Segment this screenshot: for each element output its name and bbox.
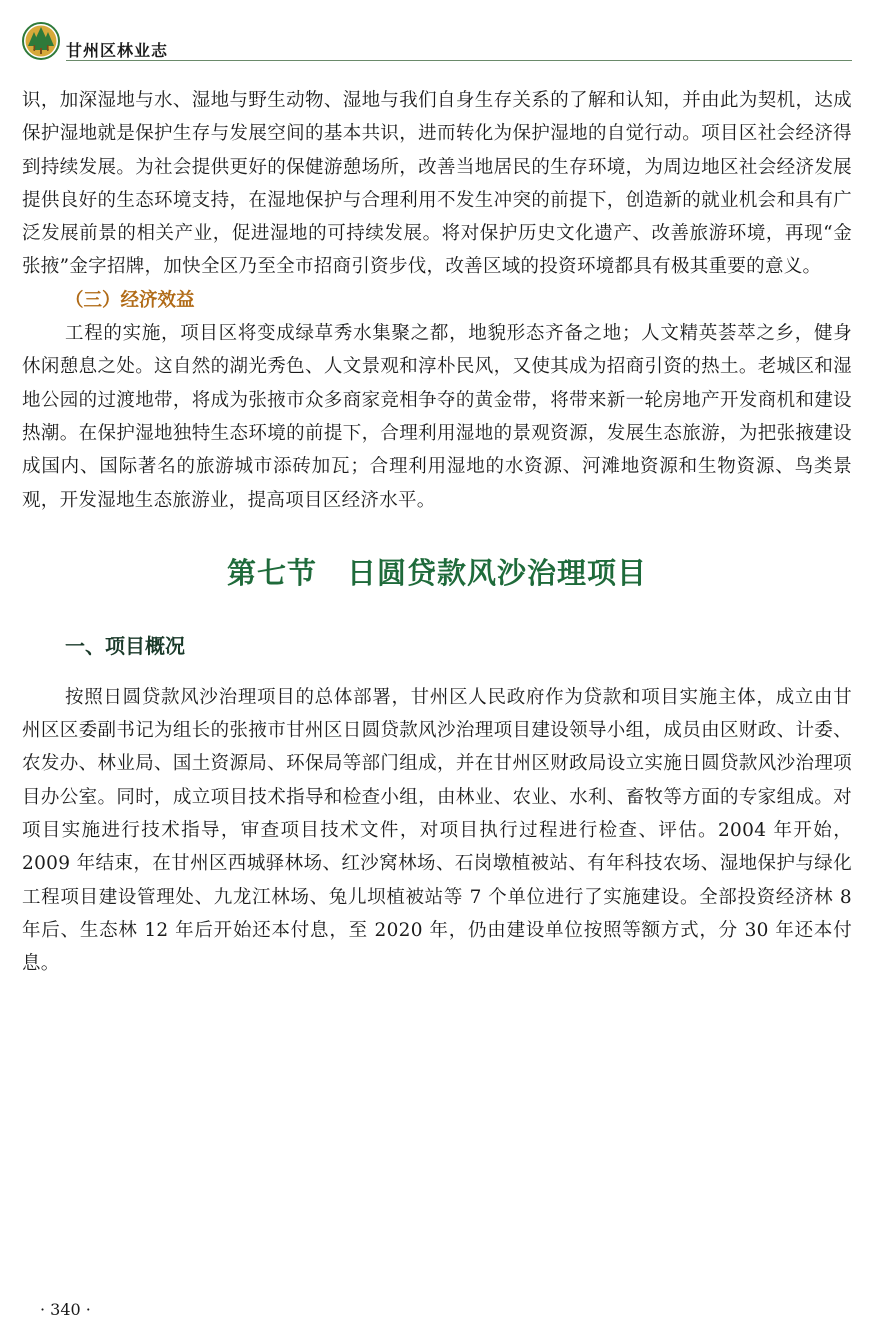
- page-number: · 340 ·: [40, 1300, 91, 1319]
- paragraph-economic-benefits: 工程的实施，项目区将变成绿草秀水集聚之都，地貌形态齐备之地；人文精英荟萃之乡，健身休闲憩息之处。这自然的湖光秀色、人文景观和淳朴民风，又使其成为招商引资的热土。老城区和湿地公园的过渡地带，将成为张掖市众多商家竞相争夺的黄金带，将带来新一轮房地产开发商机和建设热潮。在保护湿地独特生态环境的前提下，合理利用湿地的景观资源，发展生态旅游，为把张掖建设成国内、国际著名的旅游城市添砖加瓦；合理利用湿地的水资源、河滩地资源和生物资源、鸟类景观，开发湿地生态旅游业，提高项目区经济水平。: [22, 323, 852, 511]
- book-title: 甘州区林业志: [66, 41, 169, 60]
- header-divider: [66, 60, 852, 61]
- forest-logo-icon: [22, 22, 60, 60]
- subheading-economic-benefits: （三）经济效益: [65, 289, 195, 311]
- page-content: [22, 84, 852, 981]
- section-title: 第七节 日圆贷款风沙治理项目: [226, 555, 647, 590]
- heading-project-overview: 一、项目概况: [65, 633, 185, 658]
- paragraph-continuation: 识，加深湿地与水、湿地与野生动物、湿地与我们自身生存关系的了解和认知，并由此为契机，达成保护湿地就是保护生存与发展空间的基本共识，进而转化为保护湿地的自觉行动。项目区社会经济得到持续发展。为社会提供更好的保健游憩场所，改善当地居民的生存环境，为周边地区社会经济发展提供良好的生态环境支持，在湿地保护与合理利用不发生冲突的前提下，创造新的就业机会和具有广泛发展前景的相关产业，促进湿地的可持续发展。将对保护历史文化遗产、改善旅游环境，再现“金张掖”金字招牌，加快全区乃至全市招商引资步伐，改善区域的投资环境都具有极其重要的意义。: [22, 90, 852, 278]
- paragraph-project-overview: 按照日圆贷款风沙治理项目的总体部署，甘州区人民政府作为贷款和项目实施主体，成立由甘州区区委副书记为组长的张掖市甘州区日圆贷款风沙治理项目建设领导小组，成员由区财政、计委、农发办、林业局、国土资源局、环保局等部门组成，并在甘州区财政局设立实施日圆贷款风沙治理项目办公室。同时，成立项目技术指导和检查小组，由林业、农业、水利、畜牧等方面的专家组成。对项目实施进行技术指导，审查项目技术文件，对项目执行过程进行检查、评估。2004 年开始，2009 年结束，在甘州区西城驿林场、红沙窝林场、石岗墩植被站、有年科技农场、湿地保护与绿化工程项目建设管理处、九龙江林场、兔儿坝植被站等 7 个单位进行了实施建设。全部投资经济林 8 年后、生态林 12 年后开始还本付息，至 2020 年，仍由建设单位按照等额方式，分 30 年还本付息。: [22, 686, 852, 975]
- page-header: [22, 22, 852, 62]
